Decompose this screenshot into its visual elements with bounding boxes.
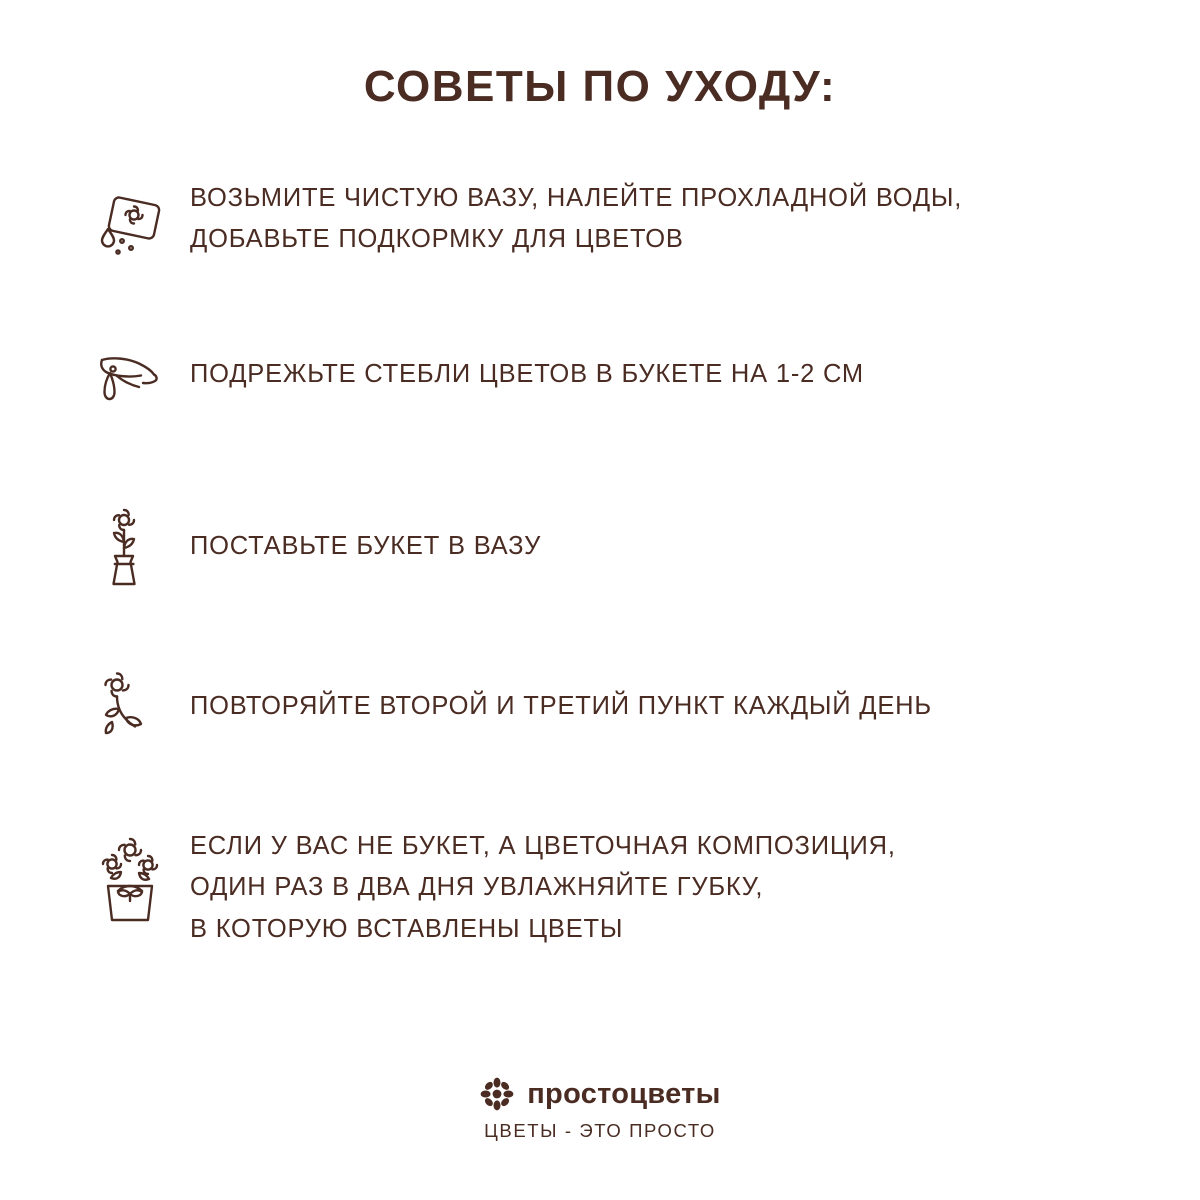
brand-tagline: ЦВЕТЫ - ЭТО ПРОСТО [484, 1120, 716, 1141]
tip-line: ПОСТАВЬТЕ БУКЕТ В ВАЗУ [190, 532, 542, 560]
tip-line: ДОБАВЬТЕ ПОДКОРМКУ ДЛЯ ЦВЕТОВ [190, 225, 684, 254]
list-item-text [190, 500, 1130, 567]
tip-line: ПОДРЕЖЬТЕ СТЕБЛИ ЦВЕТОВ В БУКЕТЕ НА 1-2 СМ [190, 360, 864, 388]
list-item-text [190, 660, 1130, 727]
list-item-text [190, 178, 1130, 261]
pruning-shears-icon [70, 336, 190, 430]
flower-in-vase-icon [70, 500, 190, 594]
tip-line: ВОЗЬМИТЕ ЧИСТУЮ ВАЗУ, НАЛЕЙТЕ ПРОХЛАДНОЙ ВОДЫ, [190, 184, 963, 212]
flower-stem-icon [70, 660, 190, 754]
flower-basket-icon [70, 826, 190, 934]
list-item [70, 660, 1130, 780]
tip-line: ОДИН РАЗ В ДВА ДНЯ УВЛАЖНЯЙТЕ ГУБКУ, [190, 873, 764, 902]
tip-line: В КОТОРУЮ ВСТАВЛЕНЫ ЦВЕТЫ [190, 914, 624, 943]
page-title: СОВЕТЫ ПО УХОДУ: [363, 62, 837, 111]
brand-name: простоцветы [527, 1077, 721, 1110]
tip-line: ЕСЛИ У ВАС НЕ БУКЕТ, А ЦВЕТОЧНАЯ КОМПОЗИЦИЯ, [190, 832, 896, 860]
list-item [70, 336, 1130, 456]
list-item [70, 178, 1130, 298]
list-item-text [190, 826, 1130, 950]
list-item [70, 500, 1130, 620]
list-item [70, 826, 1130, 950]
tips-list [0, 178, 1200, 988]
tip-line: ПОВТОРЯЙТЕ ВТОРОЙ И ТРЕТИЙ ПУНКТ КАЖДЫЙ ДЕНЬ [190, 692, 932, 720]
list-item-text [190, 336, 1130, 395]
flower-logo-icon [479, 1076, 515, 1112]
flower-food-packet-icon [70, 178, 190, 276]
footer [0, 1076, 1200, 1142]
brand-logo [0, 1076, 1200, 1112]
